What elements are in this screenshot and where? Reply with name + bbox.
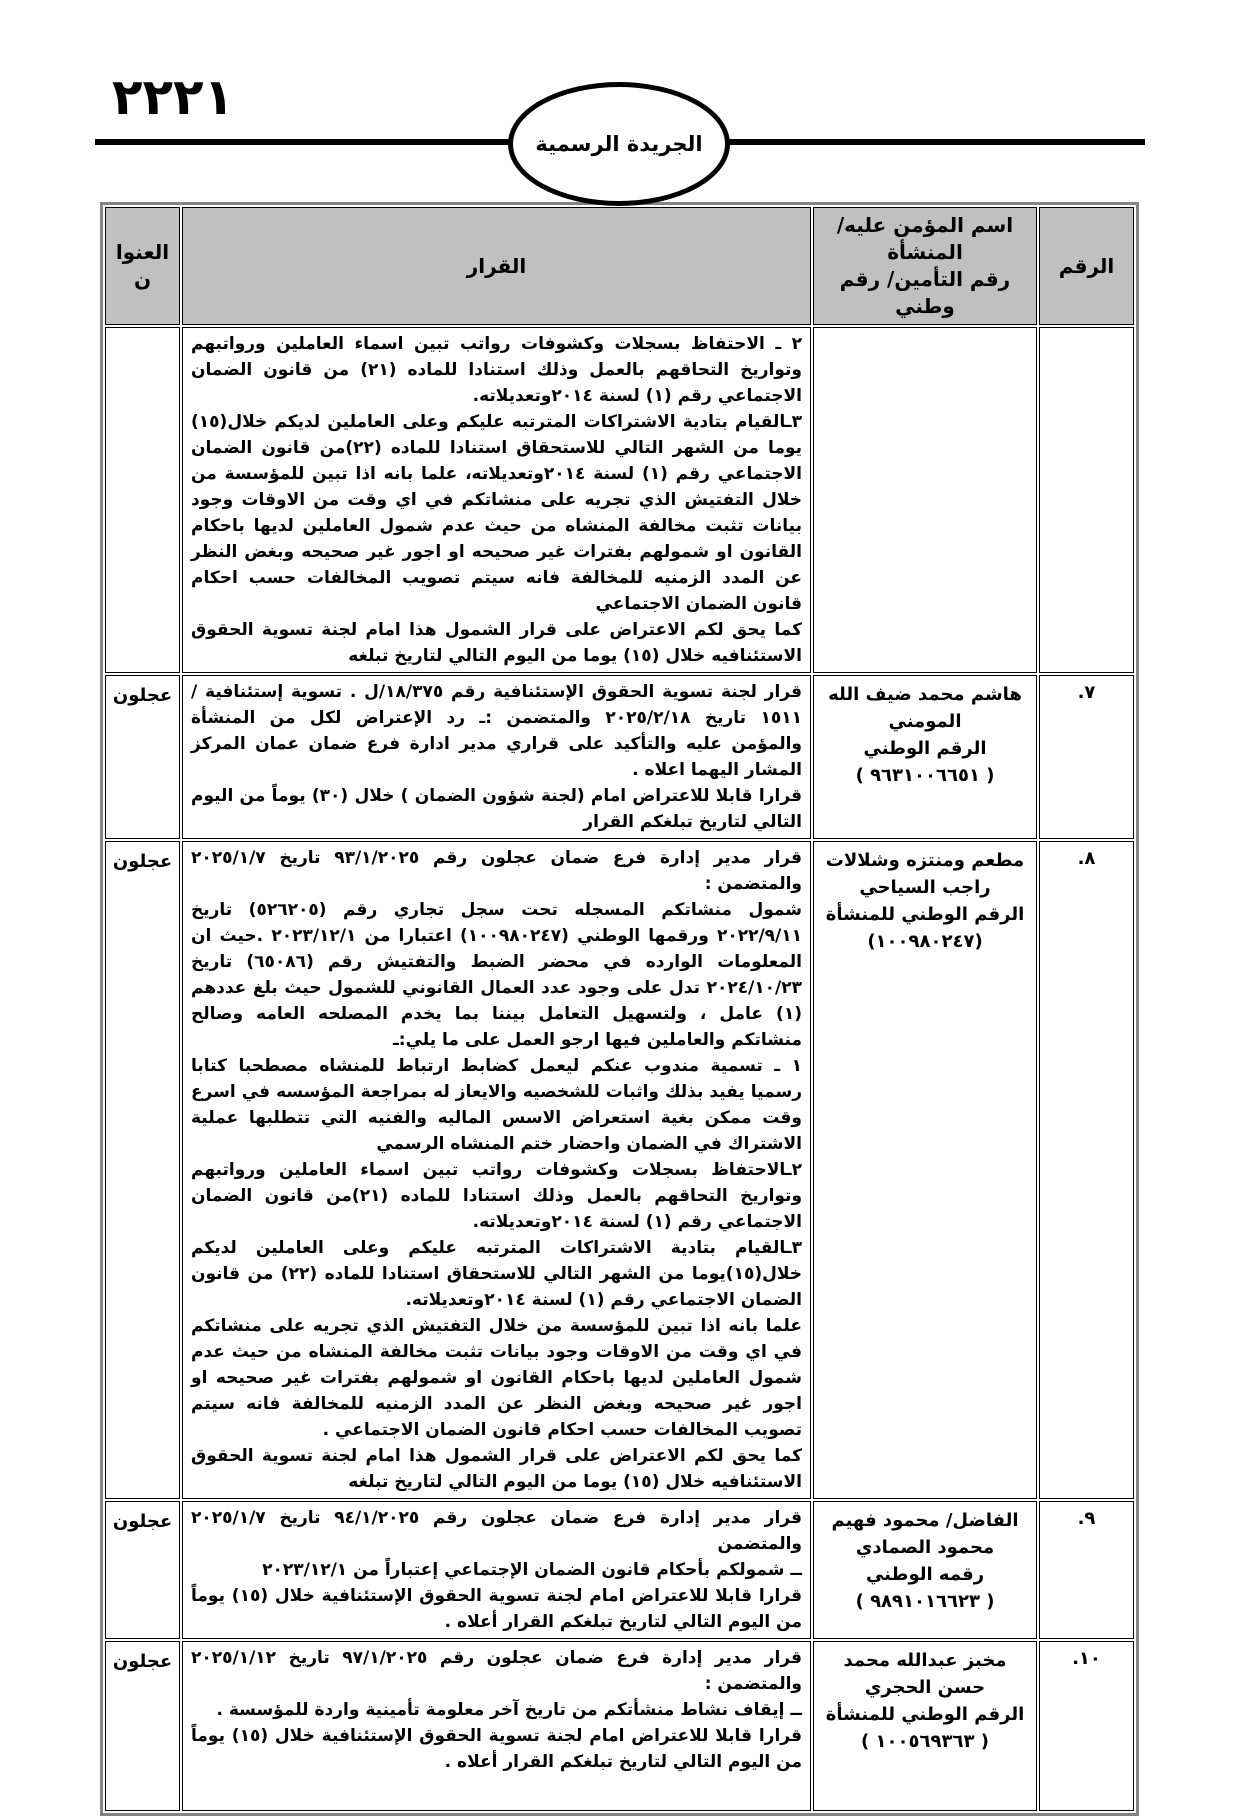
decision-paragraph: ٣ـالقيام بتادية الاشتراكات المترتبه عليكم وعلى العاملين لديكم خلال(١٥)يوما من الشهر التالي للاستحقاق استنادا للماده (٢٢) من قانون الضمان الاجتماعي رقم (١) لسنة ٢٠١٤وتعديلاته. (191, 1238, 803, 1310)
id-type-label: الرقم الوطني (863, 738, 987, 759)
number-cell: ٨. (1039, 841, 1134, 1499)
table-row (105, 327, 1134, 673)
address-cell: عجلون (105, 1501, 180, 1639)
header-decision: القرار (182, 207, 811, 325)
decision-paragraph: قرار لجنة تسوية الحقوق الإستئنافية رقم ١٨/٣٧٥/ل . تسوية إستئنافية / ١٥١١ تاريخ ٢٠٢٥/٢/١٨ والمتضمن :ـ رد الإعتراض لكل من المنشأة والمؤمن عليه والتأكيد على قراري مدير ادارة فرع ضمان عمان المركز المشار اليهما اعلاه . (191, 682, 802, 780)
insured-name: مطعم ومنتزه وشلالات راجب السياحي (825, 850, 1025, 898)
table-row (105, 1501, 1134, 1639)
address-cell (105, 327, 180, 673)
name-cell (813, 1641, 1037, 1811)
decision-paragraph: ١ ـ تسمية مندوب عنكم ليعمل كضابط ارتباط للمنشاه مصطحبا كتابا رسميا يفيد بذلك واثبات للشخصيه والايعاز له بمراجعة المؤسسه في اسرع وقت ممكن بغية استعراض الاسس الماليه والفنيه التي تتطلبها عملية الاشتراك في الضمان واحضار ختم المنشاه الرسمي (191, 1056, 802, 1154)
records-table (100, 202, 1139, 1816)
name-cell (813, 841, 1037, 1499)
decision-paragraph: ــ شمولكم بأحكام قانون الضمان الإجتماعي إعتباراً من ٢٠٢٣/١٢/١ (262, 1560, 802, 1580)
table-row (105, 675, 1134, 839)
gazette-title: الجريدة الرسمية (535, 132, 703, 156)
decision-paragraph: قرار مدير إدارة فرع ضمان عجلون رقم ٩٧/١/٢٠٢٥ تاريخ ٢٠٢٥/١/١٢ والمتضمن : (191, 1648, 802, 1694)
decision-paragraph: ــ إيقاف نشاط منشأتكم من تاريخ آخر معلومة تأمينية واردة للمؤسسة . (216, 1700, 802, 1720)
number-cell: ٩. (1039, 1501, 1134, 1639)
address-cell: عجلون (105, 841, 180, 1499)
decision-paragraph: ٢ ـ الاحتفاظ بسجلات وكشوفات رواتب تبين اسماء العاملين ورواتبهم وتواريخ التحاقهم بالعمل وذلك استنادا للماده (٢١) من قانون الضمان الاجتماعي رقم (١) لسنة ٢٠١٤وتعديلاته. (191, 334, 802, 406)
decision-cell (182, 841, 811, 1499)
decision-paragraph: علما بانه اذا تبين للمؤسسة من خلال التفتيش الذي تجريه على منشاتكم في اي وقت من الاوقات وجود بيانات تثبت مخالفة المنشاه من حيث عدم شمول العاملين لديها باحكام القانون او شمولهم بفترات غير صحيحه او اجور غير صحيحه وبغض النظر عن المدد الزمنيه للمخالفة فانه سيتم تصويب المخالفات حسب احكام قانون الضمان الاجتماعي . (191, 1316, 802, 1440)
decision-paragraph: قرارا قابلا للاعتراض امام (لجنة شؤون الضمان ) خلال (٣٠) يوماً من اليوم التالي لتاريخ تبلغكم القرار (191, 786, 802, 832)
decision-paragraph: قرارا قابلا للاعتراض امام لجنة تسوية الحقوق الإستئنافية خلال (١٥) يوماً من اليوم التالي لتاريخ تبلغكم القرار أعلاه . (191, 1586, 803, 1632)
id-number: ( ١٠٠٥٦٩٣٦٣ ) (861, 1731, 989, 1752)
decision-paragraph: قرار مدير إدارة فرع ضمان عجلون رقم ٩٤/١/٢٠٢٥ تاريخ ٢٠٢٥/١/٧ والمتضمن (191, 1508, 802, 1554)
decision-paragraph: كما يحق لكم الاعتراض على قرار الشمول هذا امام لجنة تسوية الحقوق الاستئنافيه خلال (١٥) يوما من اليوم التالي لتاريخ تبلغه (191, 1446, 802, 1492)
name-cell (813, 327, 1037, 673)
header-name-line1: اسم المؤمن عليه/ المنشأة (836, 213, 1014, 264)
number-cell: ١٠. (1039, 1641, 1134, 1811)
decision-paragraph: ٣ـالقيام بتادية الاشتراكات المترتبه عليكم وعلى العاملين لديكم خلال(١٥) يوما من الشهر التالي للاستحقاق استنادا للماده (٢٢)من قانون الضمان الاجتماعي رقم (١) لسنة ٢٠١٤وتعديلاته، علما بانه اذا تبين للمؤسسة من خلال التفتيش الذي تجريه على منشاتكم في اي وقت من الاوقات وجود بيانات تثبت مخالفة المنشاه من حيث عدم شمول العاملين لديها باحكام القانون او شمولهم بفترات غير صحيحه او اجور غير صحيحه وبغض النظر عن المدد الزمنيه للمخالفة فانه سيتم تصويب المخالفات حسب احكام قانون الضمان الاجتماعي (191, 412, 803, 614)
table-row (105, 841, 1134, 1499)
records-table-wrapper (102, 202, 1139, 1816)
name-cell (813, 675, 1037, 839)
decision-cell (182, 675, 811, 839)
decision-paragraph: كما يحق لكم الاعتراض على قرار الشمول هذا امام لجنة تسوية الحقوق الاستئنافيه خلال (١٥) يوما من اليوم التالي لتاريخ تبلغه (191, 620, 802, 666)
insured-name: مخبز عبدالله محمد حسن الحجري (843, 1650, 1007, 1698)
decision-paragraph: ٢ـالاحتفاظ بسجلات وكشوفات رواتب تبين اسماء العاملين ورواتبهم وتواريخ التحاقهم بالعمل وذلك استنادا للماده (٢١)من قانون الضمان الاجتماعي رقم (١) لسنة ٢٠١٤وتعديلاته. (191, 1160, 803, 1232)
number-cell: ٧. (1039, 675, 1134, 839)
table-row (105, 1641, 1134, 1811)
decision-cell (182, 327, 811, 673)
decision-paragraph: قرار مدير إدارة فرع ضمان عجلون رقم ٩٣/١/٢٠٢٥ تاريخ ٢٠٢٥/١/٧ والمتضمن : (191, 848, 802, 894)
insured-name: الفاضل/ محمود فهيم محمود الصمادي (831, 1510, 1019, 1558)
decision-cell (182, 1501, 811, 1639)
address-cell: عجلون (105, 675, 180, 839)
gazette-seal-oval (508, 82, 730, 206)
header-name-line2: رقم التأمين/ رقم وطني (839, 267, 1011, 318)
decision-paragraph: قرارا قابلا للاعتراض امام لجنة تسوية الحقوق الإستئنافية خلال (١٥) يوماً من اليوم التالي لتاريخ تبلغكم القرار أعلاه . (191, 1726, 803, 1772)
number-cell (1039, 327, 1134, 673)
header-name (813, 207, 1037, 325)
id-number: ( ٩٦٣١٠٠٦٦٥١ ) (855, 765, 995, 786)
id-type-label: رقمه الوطني (865, 1564, 985, 1585)
name-cell (813, 1501, 1037, 1639)
id-number: (١٠٠٩٨٠٢٤٧) (867, 931, 983, 952)
address-cell: عجلون (105, 1641, 180, 1811)
insured-name: هاشم محمد ضيف الله المومني (828, 684, 1022, 732)
id-number: ( ٩٨٩١٠١٦٦٢٣ ) (855, 1591, 995, 1612)
header-address: العنوان (105, 207, 180, 325)
page-number: ٢٢٢١ (112, 68, 235, 126)
id-type-label: الرقم الوطني للمنشأة (825, 904, 1025, 925)
decision-paragraph: شمول منشاتكم المسجله تحت سجل تجاري رقم (٥٢٦٢٠٥) تاريخ ٢٠٢٢/٩/١١ ورقمها الوطني (١٠٠٩٨٠٢٤٧) اعتبارا من ٢٠٢٣/١٢/١ .حيث ان المعلومات الوارده في محضر الضبط والتفتيش رقم (٦٥٠٨٦) تاريخ ٢٠٢٤/١٠/٢٣ تدل على وجود عدد العمال القانوني للشمول حيث بلغ عددهم (١) عامل ، ولتسهيل التعامل بيننا بما يخدم المصلحه العامه وصالح منشاتكم والعاملين فيها ارجو العمل على ما يلي:ـ (191, 900, 802, 1050)
decision-cell (182, 1641, 811, 1811)
header-number: الرقم (1039, 207, 1134, 325)
table-header-row (105, 207, 1134, 325)
id-type-label: الرقم الوطني للمنشأة (825, 1704, 1025, 1725)
